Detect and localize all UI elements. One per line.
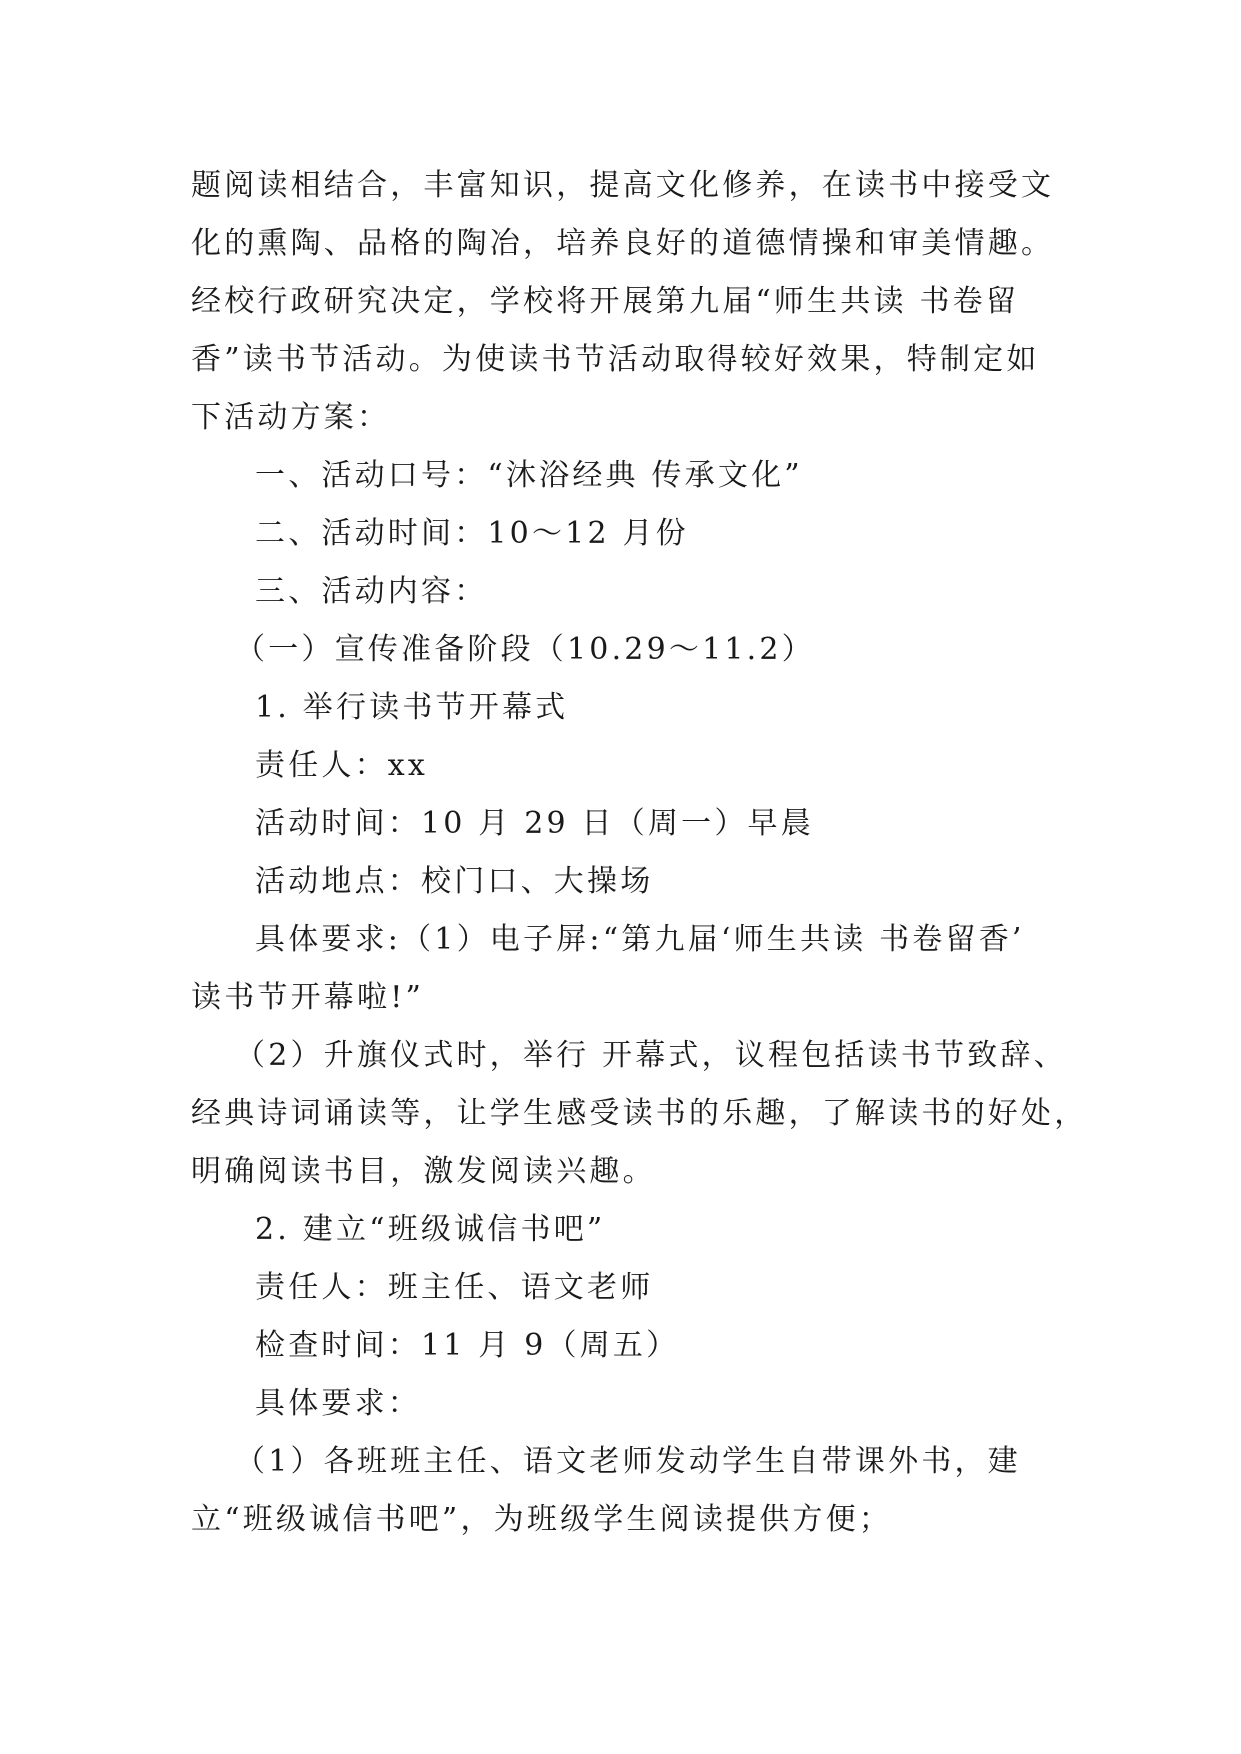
paragraph-line: 化的熏陶、品格的陶冶，培养良好的道德情操和审美情趣。 — [191, 226, 1055, 261]
paragraph-line: 立“班级诚信书吧”，为班级学生阅读提供方便； — [191, 1502, 893, 1537]
detail-line: 责任人：班主任、语文老师 — [255, 1270, 654, 1305]
detail-line: 责任人：xx — [255, 748, 429, 783]
paragraph-line: 经校行政研究决定，学校将开展第九届“师生共读 书卷留 — [191, 284, 1020, 319]
item-heading: 2. 建立“班级诚信书吧” — [255, 1212, 606, 1247]
detail-line: 具体要求:（1）电子屏:“第九届‘师生共读 书卷留香’ — [255, 922, 1025, 957]
paragraph-line: 明确阅读书目，激发阅读兴趣。 — [191, 1154, 656, 1189]
paragraph-line: 香”读书节活动。为使读书节活动取得较好效果，特制定如 — [191, 342, 1040, 377]
section-heading-content: 三、活动内容： — [255, 574, 488, 609]
paragraph-line: 题阅读相结合，丰富知识，提高文化修养，在读书中接受文 — [191, 168, 1055, 203]
item-heading: 1. 举行读书节开幕式 — [255, 690, 569, 725]
detail-line: 活动地点：校门口、大操场 — [255, 864, 654, 899]
section-heading-time: 二、活动时间：10～12 月份 — [255, 516, 689, 551]
paragraph-line: 读书节开幕啦!” — [191, 980, 424, 1015]
detail-line: 活动时间：10 月 29 日（周一）早晨 — [255, 806, 814, 841]
detail-line: 检查时间：11 月 9（周五） — [255, 1328, 680, 1363]
detail-line: 具体要求： — [255, 1386, 421, 1421]
subsection-heading: （一）宣传准备阶段（10.29～11.2） — [235, 632, 815, 667]
paragraph-line: （2）升旗仪式时，举行 开幕式，议程包括读书节致辞、 — [235, 1038, 1067, 1073]
section-heading-slogan: 一、活动口号：“沐浴经典 传承文化” — [255, 458, 803, 493]
paragraph-line: 下活动方案： — [191, 400, 391, 435]
paragraph-line: 经典诗词诵读等，让学生感受读书的乐趣，了解读书的好处， — [191, 1096, 1088, 1131]
document-body — [191, 157, 1088, 1549]
paragraph-line: （1）各班班主任、语文老师发动学生自带课外书，建 — [235, 1444, 1021, 1479]
